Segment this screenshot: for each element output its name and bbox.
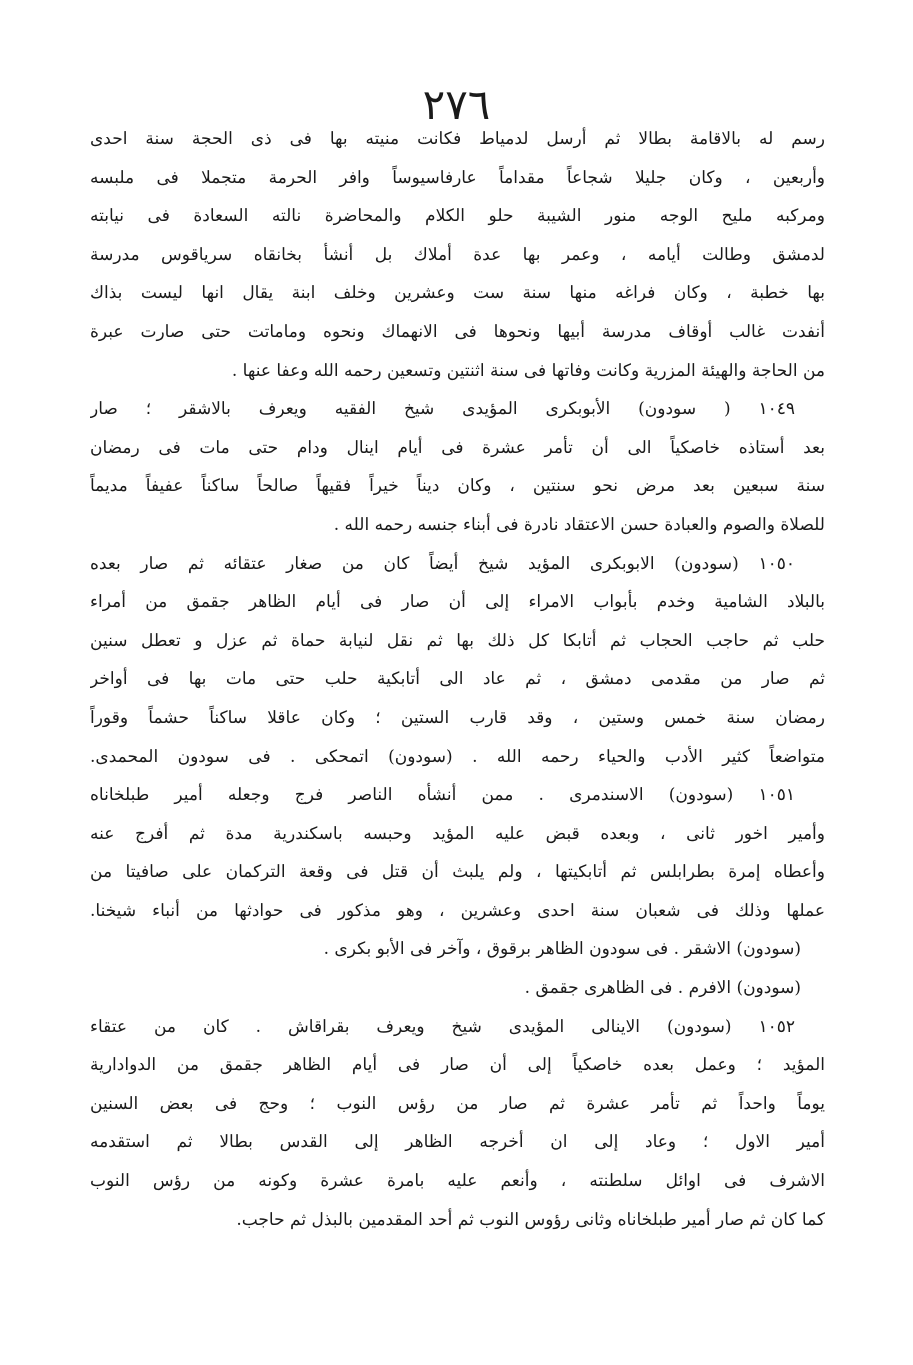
text-line: بها خطبة ، وكان فراغه منها سنة ست وعشرين وخلف ابنة يقال انها ليست بذاك [90, 283, 825, 304]
text-line: ومركبه مليح الوجه منور الشيبة حلو الكلام والمحاضرة نالته السعادة فى نيابته [90, 206, 825, 227]
text-line: للصلاة والصوم والعبادة حسن الاعتقاد نادرة فى أبناء جنسه رحمه الله . [333, 514, 825, 535]
text-line: ثم صار من مقدمى دمشق ، ثم عاد الى أتابكية حلب حتى مات بها فى أواخر [90, 669, 825, 690]
text-line: الاشرف فى اوائل سلطنته ، وأنعم عليه بامرة عشرة وكونه من رؤس النوب [90, 1171, 825, 1192]
text-line: من الحاجة والهيئة المزرية وكانت وفاتها فى سنة اثنتين وتسعين رحمه الله وعفا عنها . [231, 360, 825, 381]
text-line: وأعطاه إمرة بطرابلس ثم أتابكيتها ، ولم يلبث أن قتل فى وقعة التركمان على صافيتا من [90, 862, 825, 883]
text-line: رسم له بالاقامة بطالا ثم أرسل لدمياط فكانت منيته بها فى ذى الحجة سنة احدى [90, 129, 825, 149]
text-line: لدمشق وطالت أيامه ، وعمر بها عدة أملاك بل أنشأ بخانقاه سرياقوس مدرسة [90, 244, 825, 265]
text-line: سنة سبعين بعد مرض نحو سنتين ، وكان ديناً خيراً فقيهاً صالحاً ساكناً عفيفاً مديماً [90, 476, 825, 497]
cross-reference-line: (سودون) الاشقر . فى سودون الظاهر برقوق ، وآخر فى الأبو بكرى . [323, 939, 801, 960]
text-line: المؤيد ؛ وعمل بعده خاصكياً إلى أن صار فى أيام الظاهر جقمق من الدوادارية [90, 1055, 825, 1076]
text-line: وأربعين ، وكان جليلا شجاعاً مقداماً عارفاسيوساً وافر الحرمة متجملا فى ملبسه [90, 167, 825, 188]
text-line: بالبلاد الشامية وخدم بأبواب الامراء إلى أن صار فى أيام الظاهر جقمق من أمراء [90, 592, 825, 613]
text-line: أنفدت غالب أوقاف مدرسة أبيها ونحوها فى الانهماك ونحوه وماماتت حتى صارت عبرة [90, 321, 825, 342]
text-line: متواضعاً كثير الأدب والحياء رحمه الله . (سودون) اتمحكى . فى سودون المحمدى. [90, 746, 825, 767]
entry-heading-1050: ١٠٥٠ (سودون) الابوبكرى المؤيد شيخ أيضاً كان من صغار عتقائه ثم صار بعده [90, 553, 795, 574]
main-text [90, 120, 825, 1239]
entry-heading-1052: ١٠٥٢ (سودون) الاينالى المؤيدى شيخ ويعرف بقراقاش . كان من عتقاء [90, 1016, 795, 1037]
text-line: عملها وذلك فى شعبان سنة احدى وعشرين ، وهو مذكور فى حوادثها من أنباء شيخنا. [90, 900, 825, 921]
text-line: كما كان ثم صار أمير طبلخاناه وثانى رؤوس النوب ثم أحد المقدمين بالبذل ثم حاجب. [236, 1209, 825, 1230]
cross-reference-line: (سودون) الافرم . فى الظاهرى جقمق . [524, 978, 801, 999]
entry-heading-1049: ١٠٤٩ ( سودون) الأبوبكرى المؤيدى شيخ الفقيه ويعرف بالاشقر ؛ صار [90, 399, 795, 420]
text-line: بعد أستاذه خاصكياً الى أن تأمر عشرة فى أيام اينال ودام حتى مات فى رمضان [90, 437, 825, 458]
text-line: يوماً واحداً ثم تأمر عشرة ثم صار من رؤس النوب ؛ وحج فى بعض السنين [90, 1093, 825, 1114]
text-line: وأمير اخور ثانى ، وبعده قبض عليه المؤيد وحبسه باسكندرية مدة ثم أفرج عنه [90, 823, 825, 844]
text-line: رمضان سنة خمس وستين ، وقد قارب الستين ؛ وكان عاقلا ساكناً حشماً وقوراً [90, 707, 825, 728]
text-line: أمير الاول ؛ وعاد إلى ان أخرجه الظاهر إلى القدس بطالا ثم استقدمه [90, 1132, 825, 1153]
entry-heading-1051: ١٠٥١ (سودون) الاسندمرى . ممن أنشأه الناصر فرج وجعله أمير طبلخاناه [90, 785, 795, 806]
text-line: حلب ثم حاجب الحجاب ثم أتابكا كل ذلك بها ثم نقل لنيابة حماة ثم عزل و تعطل سنين [90, 630, 825, 651]
page-number: ٢٧٦ [422, 80, 491, 129]
